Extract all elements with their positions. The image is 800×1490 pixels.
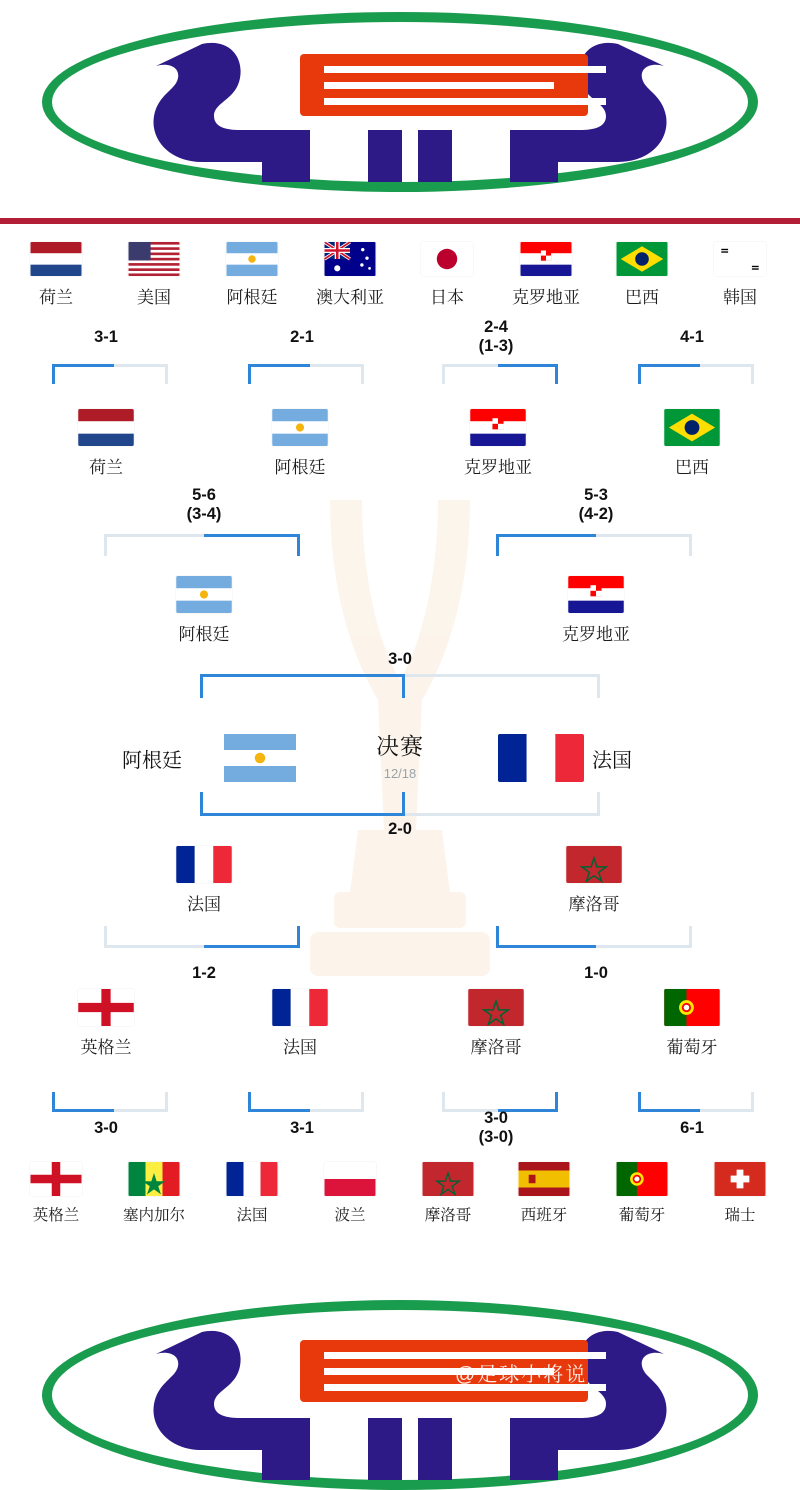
logo-stripe-1-top — [324, 66, 606, 73]
team-label: 葡萄牙 — [618, 1207, 666, 1224]
team-label: 荷兰 — [89, 458, 123, 477]
team-label: 波兰 — [334, 1207, 366, 1224]
r16-top-team-1[interactable] — [20, 242, 92, 308]
flag-argentina — [226, 242, 278, 276]
final-left-team-label: 阿根廷 — [122, 750, 182, 772]
connector-sf-top — [200, 674, 600, 700]
r16-top-team-7[interactable] — [608, 242, 676, 308]
logo-oval-bottom — [42, 1300, 758, 1490]
team-label: 克罗地亚 — [562, 625, 630, 644]
r16-top-team-5[interactable] — [414, 242, 480, 308]
flag-argentina-final — [222, 734, 298, 782]
team-label: 瑞士 — [724, 1207, 756, 1224]
connector-qf-top-2 — [496, 534, 692, 558]
team-label: 西班牙 — [520, 1207, 568, 1224]
flag-morocco — [468, 989, 524, 1026]
team-label: 韩国 — [723, 288, 757, 307]
score-r16-top-2: 2-1 — [290, 328, 314, 346]
r16-bottom-team-5[interactable] — [412, 1162, 484, 1225]
connector-r16-top-3 — [442, 364, 558, 386]
final-block — [320, 728, 480, 781]
team-label: 阿根廷 — [226, 288, 278, 307]
qf-top-team-4[interactable] — [656, 409, 728, 478]
team-label: 日本 — [430, 288, 464, 307]
flag-france — [176, 846, 232, 883]
team-label: 克罗地亚 — [512, 288, 580, 307]
watermark-text: @足球小将说 — [455, 1364, 588, 1386]
r16-bottom-team-6[interactable] — [508, 1162, 580, 1225]
flag-argentina — [176, 576, 232, 613]
score-qf-top-1: 5-6 (3-4) — [186, 486, 222, 524]
flag-morocco — [566, 846, 622, 883]
flag-croatia — [470, 409, 526, 446]
logo-stripe-3-top — [324, 98, 606, 105]
team-label: 英格兰 — [80, 1038, 132, 1057]
connector-qf-top-1 — [104, 534, 300, 558]
team-label: 摩洛哥 — [470, 1038, 522, 1057]
connector-r16-bottom-1 — [52, 1090, 168, 1112]
connector-sf-bottom — [200, 790, 600, 816]
flag-brazil — [616, 242, 668, 276]
flag-usa — [128, 242, 180, 276]
r16-bottom-team-8[interactable] — [704, 1162, 776, 1225]
score-qf-top-2: 5-3 (4-2) — [578, 486, 614, 524]
connector-qf-bottom-2 — [496, 924, 692, 948]
qf-top-team-3[interactable] — [452, 409, 544, 478]
team-label: 巴西 — [625, 288, 659, 307]
score-qf-bottom-1: 1-2 — [192, 964, 216, 982]
connector-qf-bottom-1 — [104, 924, 300, 948]
team-label: 法国 — [187, 895, 221, 914]
score-r16-top-1: 3-1 — [94, 328, 118, 346]
score-r16-bottom-2: 3-1 — [290, 1119, 314, 1137]
flag-england — [30, 1162, 82, 1196]
score-r16-bottom-1: 3-0 — [94, 1119, 118, 1137]
connector-r16-bottom-4 — [638, 1090, 754, 1112]
team-label: 塞内加尔 — [122, 1207, 185, 1224]
flag-portugal — [616, 1162, 668, 1196]
team-label: 克罗地亚 — [464, 458, 532, 477]
score-qf-bottom-2: 1-0 — [584, 964, 608, 982]
team-label: 葡萄牙 — [666, 1038, 718, 1057]
sf-bottom-team-1[interactable] — [168, 846, 240, 915]
team-label: 荷兰 — [39, 288, 73, 307]
team-label: 美国 — [137, 288, 171, 307]
bracket-container — [0, 224, 800, 1290]
qf-bottom-team-4[interactable] — [656, 989, 728, 1058]
sf-top-team-1[interactable] — [168, 576, 240, 645]
flag-japan — [421, 242, 473, 276]
connector-r16-top-4 — [638, 364, 754, 386]
logo-oval-top — [42, 12, 758, 192]
flag-france-final — [498, 734, 584, 782]
flag-croatia — [568, 576, 624, 613]
sf-bottom-team-2[interactable] — [558, 846, 630, 915]
team-label: 巴西 — [675, 458, 709, 477]
final-right-team-label: 法国 — [592, 750, 632, 772]
score-r16-top-4: 4-1 — [680, 328, 704, 346]
team-label: 阿根廷 — [178, 625, 230, 644]
flag-france — [272, 989, 328, 1026]
flag-australia — [324, 242, 376, 276]
connector-r16-top-2 — [248, 364, 364, 386]
r16-bottom-team-4[interactable] — [314, 1162, 386, 1225]
flag-croatia — [520, 242, 572, 276]
qf-top-team-1[interactable] — [70, 409, 142, 478]
flag-netherlands — [78, 409, 134, 446]
flag-senegal — [128, 1162, 180, 1196]
score-r16-top-3: 2-4 (1-3) — [478, 318, 514, 356]
team-label: 法国 — [283, 1038, 317, 1057]
r16-bottom-team-7[interactable] — [606, 1162, 678, 1225]
qf-bottom-team-2[interactable] — [264, 989, 336, 1058]
r16-top-team-8[interactable] — [706, 242, 774, 308]
score-r16-bottom-4: 6-1 — [680, 1119, 704, 1137]
score-sf-top: 3-0 — [388, 650, 412, 668]
r16-top-team-4[interactable] — [310, 242, 390, 308]
r16-bottom-team-2[interactable] — [108, 1162, 200, 1225]
team-label: 澳大利亚 — [316, 288, 384, 307]
qf-bottom-team-1[interactable] — [70, 989, 142, 1058]
final-title: 决赛 — [376, 733, 424, 759]
flag-switzerland — [714, 1162, 766, 1196]
connector-r16-top-1 — [52, 364, 168, 386]
flag-poland — [324, 1162, 376, 1196]
team-label: 摩洛哥 — [568, 895, 620, 914]
qf-bottom-team-3[interactable] — [460, 989, 532, 1058]
flag-brazil — [664, 409, 720, 446]
flag-morocco — [422, 1162, 474, 1196]
r16-top-team-2[interactable] — [118, 242, 190, 308]
flag-england — [78, 989, 134, 1026]
team-label: 法国 — [236, 1207, 268, 1224]
r16-bottom-team-3[interactable] — [216, 1162, 288, 1225]
flag-argentina — [272, 409, 328, 446]
r16-top-team-6[interactable] — [500, 242, 592, 308]
flag-france — [226, 1162, 278, 1196]
r16-top-team-3[interactable] — [216, 242, 288, 308]
score-r16-bottom-3: 3-0 (3-0) — [478, 1109, 514, 1147]
flag-portugal — [664, 989, 720, 1026]
top-logo-band — [0, 0, 800, 218]
bottom-logo-band — [0, 1290, 800, 1403]
sf-top-team-2[interactable] — [550, 576, 642, 645]
qf-top-team-2[interactable] — [264, 409, 336, 478]
team-label: 阿根廷 — [274, 458, 326, 477]
r16-bottom-team-1[interactable] — [20, 1162, 92, 1225]
team-label: 英格兰 — [32, 1207, 80, 1224]
logo-stripe-2-top — [324, 82, 554, 89]
flag-southkorea — [714, 242, 766, 276]
team-label: 摩洛哥 — [424, 1207, 472, 1224]
flag-spain — [518, 1162, 570, 1196]
connector-r16-bottom-2 — [248, 1090, 364, 1112]
score-sf-bottom: 2-0 — [388, 820, 412, 838]
flag-netherlands — [30, 242, 82, 276]
final-date: 12/18 — [383, 766, 417, 781]
